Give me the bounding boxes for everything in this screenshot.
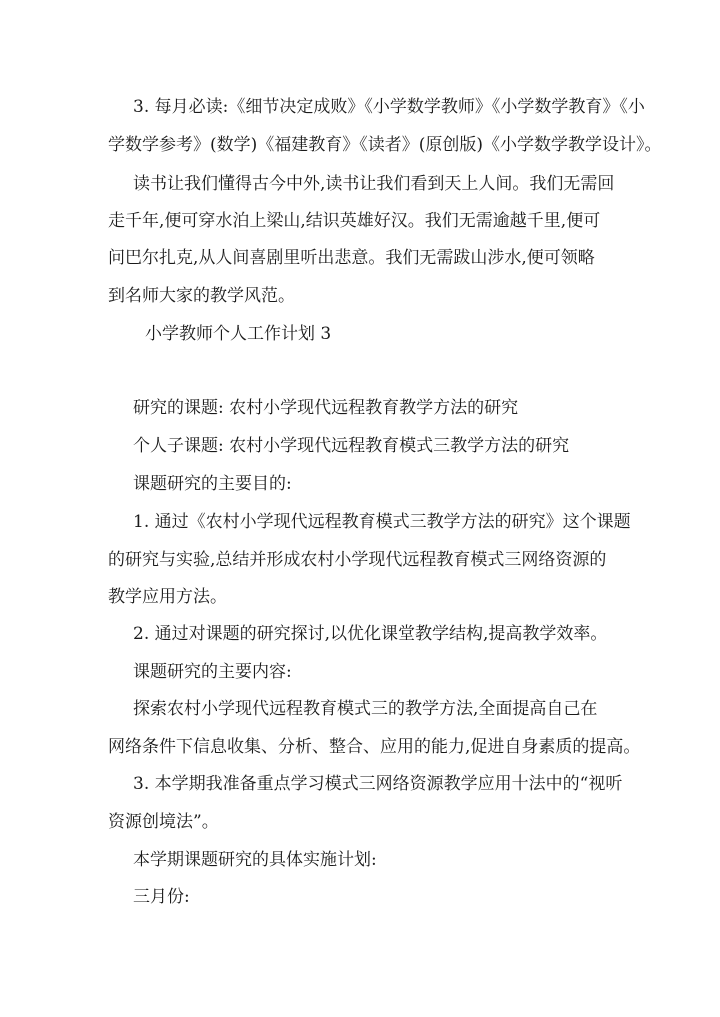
research-topic: 研究的课题: 农村小学现代远程教育教学方法的研究	[133, 398, 519, 418]
purpose-1-line-1: 1. 通过《农村小学现代远程教育模式三教学方法的研究》这个课题	[133, 512, 631, 532]
reading-list-line-2: 学数学参考》(数学)《福建教育》《读者》(原创版)《小学数学教学设计》。	[108, 135, 662, 155]
purpose-2: 2. 通过对课题的研究探讨,以优化课堂教学结构,提高教学效率。	[133, 624, 608, 644]
item-3-line-1: 3. 本学期我准备重点学习模式三网络资源教学应用十法中的“视听	[133, 774, 623, 794]
research-content-heading: 课题研究的主要内容:	[133, 662, 292, 682]
purpose-1-line-3: 教学应用方法。	[108, 587, 227, 607]
research-purpose-heading: 课题研究的主要目的:	[133, 474, 292, 494]
content-line-1: 探索农村小学现代远程教育模式三的教学方法,全面提高自己在	[133, 699, 598, 719]
content-line-2: 网络条件下信息收集、分析、整合、应用的能力,促进自身素质的提高。	[108, 737, 641, 757]
reading-list-line-1: 3. 每月必读:《细节决定成败》《小学数学教师》《小学数学教育》《小	[133, 97, 645, 117]
item-3-line-2: 资源创境法”。	[108, 812, 219, 832]
reading-reflection-line-1: 读书让我们懂得古今中外,读书让我们看到天上人间。我们无需回	[133, 174, 615, 194]
march-heading: 三月份:	[133, 887, 190, 907]
reading-reflection-line-2: 走千年,便可穿水泊上梁山,结识英雄好汉。我们无需逾越千里,便可	[108, 211, 601, 231]
reading-reflection-line-3: 问巴尔扎克,从人间喜剧里听出悲意。我们无需跋山涉水,便可领略	[108, 248, 595, 268]
purpose-1-line-2: 的研究与实验,总结并形成农村小学现代远程教育模式三网络资源的	[108, 550, 607, 570]
section-title: 小学教师个人工作计划 3	[145, 324, 332, 344]
personal-subtopic: 个人子课题: 农村小学现代远程教育模式三教学方法的研究	[133, 436, 570, 456]
implementation-plan-heading: 本学期课题研究的具体实施计划:	[133, 850, 377, 870]
reading-reflection-line-4: 到名师大家的教学风范。	[108, 286, 295, 306]
